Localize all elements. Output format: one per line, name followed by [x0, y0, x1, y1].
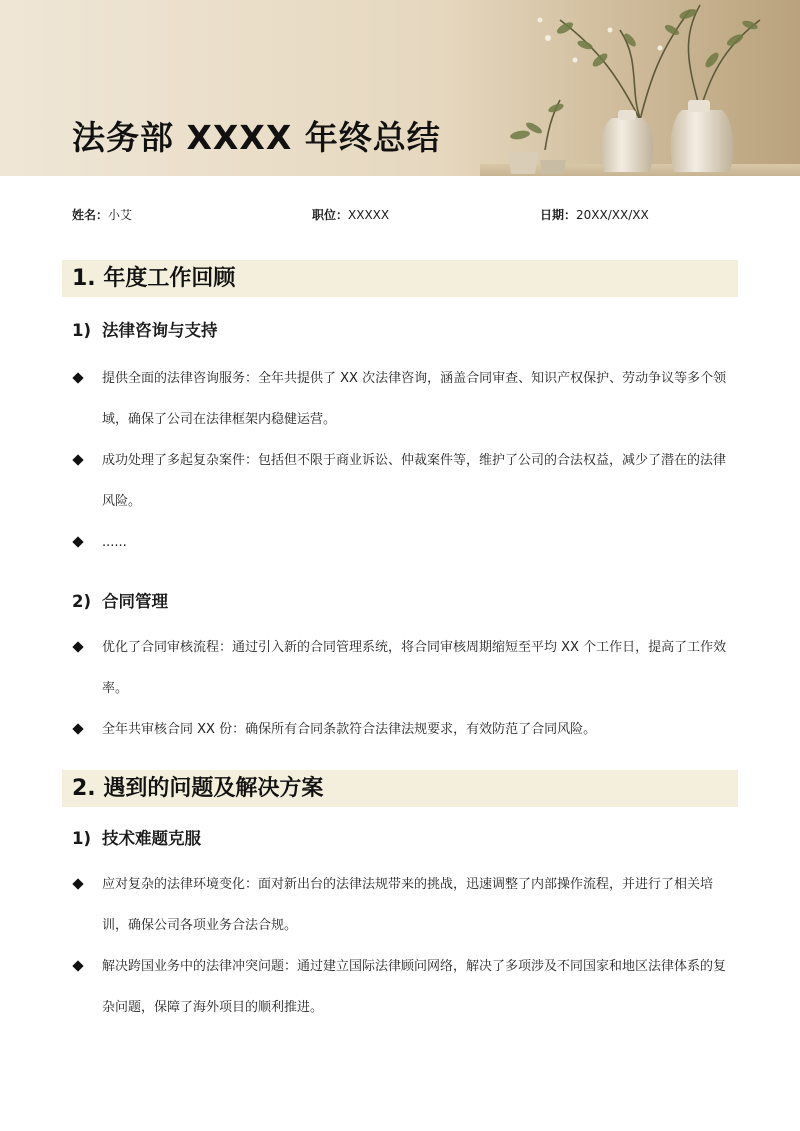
list-item-text: 解决跨国业务中的法律冲突问题：通过建立国际法律顾问网络，解决了多项涉及不同国家和地区法律体系的复杂问题，保障了海外项目的顺利推进。	[102, 959, 727, 1015]
list-item-text: 优化了合同审核流程：通过引入新的合同管理系统，将合同审核周期缩短至平均 XX 个工作日，提高了工作效率。	[102, 640, 727, 696]
subsection-number: 2)	[72, 592, 92, 611]
diamond-bullet-icon	[72, 536, 83, 547]
diamond-bullet-icon	[72, 372, 83, 383]
list-item-text: 全年共审核合同 XX 份：确保所有合同条款符合法律法规要求，有效防范了合同风险。	[102, 722, 597, 737]
page-title: 法务部 XXXX 年终总结	[72, 118, 441, 157]
bullet-list-technical-difficulties	[62, 864, 738, 1028]
list-item-text: 成功处理了多起复杂案件：包括但不限于商业诉讼、仲裁案件等，维护了公司的合法权益，减少了潜在的法律风险。	[102, 453, 727, 509]
list-item	[62, 522, 738, 563]
date-label: 日期：	[540, 208, 577, 222]
subsection-title: 法律咨询与支持	[102, 321, 218, 340]
list-item-text: 应对复杂的法律环境变化：面对新出台的法律法规带来的挑战，迅速调整了内部操作流程，并进行了相关培训，确保公司各项业务合法合规。	[102, 877, 714, 933]
diamond-bullet-icon	[72, 878, 83, 889]
subsection-title: 技术难题克服	[102, 829, 201, 848]
subsection-heading-legal-consulting	[62, 319, 738, 343]
list-item	[62, 864, 738, 946]
section-heading-review: 1. 年度工作回顾	[62, 260, 738, 297]
list-item	[62, 946, 738, 1028]
list-item	[62, 627, 738, 709]
bullet-list-legal-consulting	[62, 358, 738, 563]
list-item-text: 提供全面的法律咨询服务：全年共提供了 XX 次法律咨询，涵盖合同审查、知识产权保护、劳动争议等多个领域，确保了公司在法律框架内稳健运营。	[102, 371, 727, 427]
bullet-list-contract-management	[62, 627, 738, 750]
subsection-number: 1)	[72, 321, 92, 340]
diamond-bullet-icon	[72, 960, 83, 971]
position-value: XXXXX	[348, 208, 390, 222]
date-value: 20XX/XX/XX	[576, 208, 649, 222]
position-label: 职位：	[312, 208, 349, 222]
subsection-number: 1)	[72, 829, 92, 848]
list-item	[62, 709, 738, 750]
subsection-heading-technical-difficulties	[62, 827, 738, 851]
meta-position	[312, 206, 389, 223]
list-item	[62, 440, 738, 522]
diamond-bullet-icon	[72, 454, 83, 465]
meta-date	[540, 206, 649, 223]
list-item	[62, 358, 738, 440]
header-banner	[0, 0, 800, 176]
list-item-text: ......	[102, 535, 127, 550]
document-body	[62, 260, 738, 1028]
diamond-bullet-icon	[72, 723, 83, 734]
meta-name	[72, 206, 132, 223]
section-heading-problems: 2. 遇到的问题及解决方案	[62, 770, 738, 807]
diamond-bullet-icon	[72, 641, 83, 652]
name-value: 小艾	[108, 208, 133, 222]
subsection-heading-contract-management	[62, 590, 738, 614]
subsection-title: 合同管理	[102, 592, 168, 611]
meta-row	[72, 206, 732, 226]
name-label: 姓名：	[72, 208, 109, 222]
